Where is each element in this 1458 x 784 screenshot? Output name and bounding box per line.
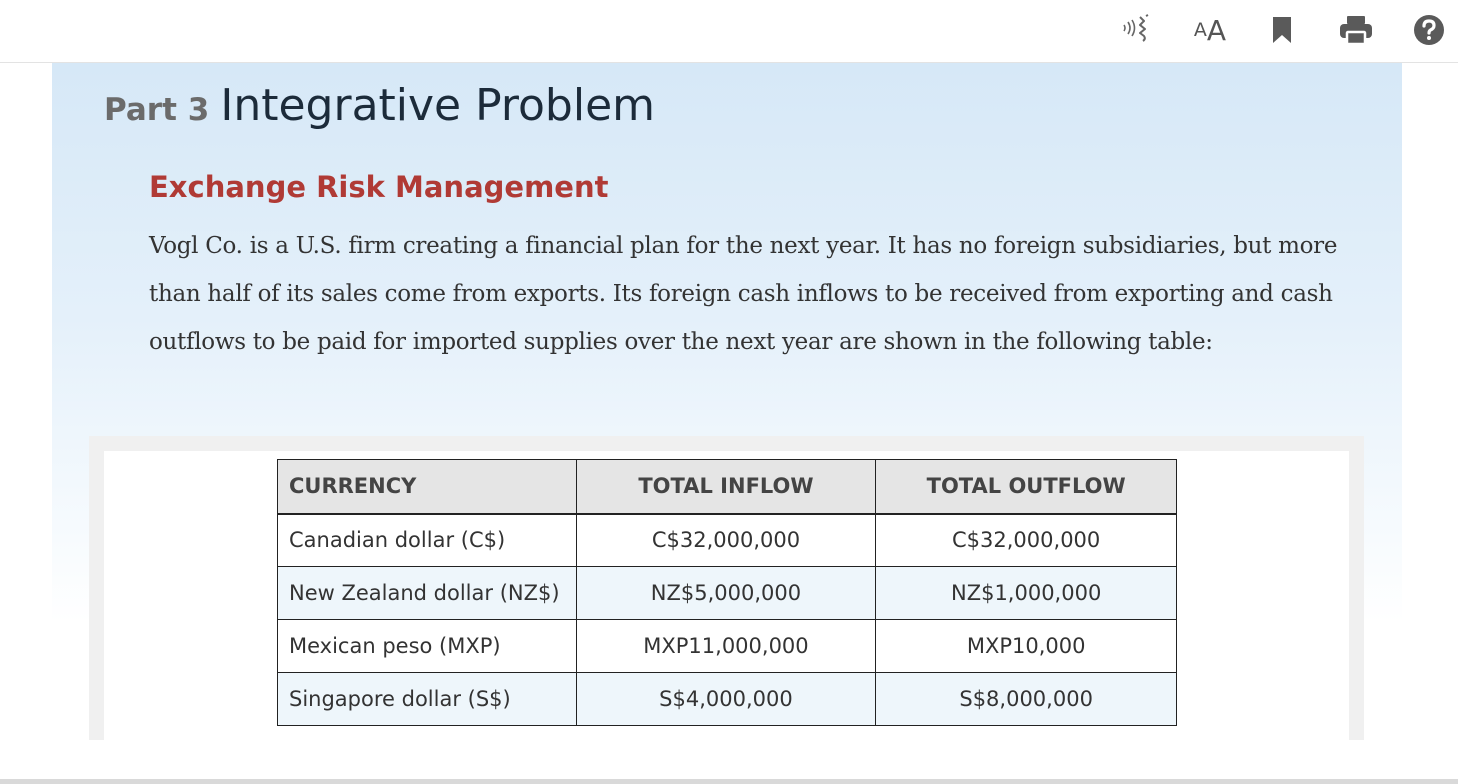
part-label: Part 3 xyxy=(104,92,210,128)
table-row xyxy=(278,567,1177,620)
inflow-cell: C$32,000,000 xyxy=(576,514,876,567)
bottom-scrollbar[interactable] xyxy=(0,779,1458,784)
table-row xyxy=(278,673,1177,726)
inflow-cell: NZ$5,000,000 xyxy=(576,567,876,620)
problem-paragraph: Vogl Co. is a U.S. firm creating a financial plan for the next year. It has no foreign subsidiaries, but more than half of its sales come from exports. Its foreign cash inflows to be received from exporting and cash outflows to be paid for imported supplies over the next year are shown in the following table: xyxy=(149,233,1338,355)
help-icon[interactable] xyxy=(1410,10,1448,50)
header-total-outflow: TOTAL OUTFLOW xyxy=(876,460,1177,514)
read-aloud-icon[interactable] xyxy=(1118,10,1156,50)
outflow-cell: S$8,000,000 xyxy=(876,673,1177,726)
inflow-cell: S$4,000,000 xyxy=(576,673,876,726)
part-heading: Integrative Problem xyxy=(220,80,656,131)
header-currency: CURRENCY xyxy=(278,460,577,514)
outflow-cell: C$32,000,000 xyxy=(876,514,1177,567)
page-title xyxy=(104,80,655,131)
currency-cell: New Zealand dollar (NZ$) xyxy=(278,567,577,620)
table-header-row xyxy=(278,460,1177,514)
inflow-cell: MXP11,000,000 xyxy=(576,620,876,673)
table-row xyxy=(278,514,1177,567)
outflow-cell: NZ$1,000,000 xyxy=(876,567,1177,620)
currency-cell: Singapore dollar (S$) xyxy=(278,673,577,726)
text-size-small-a: A xyxy=(1193,19,1207,41)
outflow-cell: MXP10,000 xyxy=(876,620,1177,673)
cash-flow-table xyxy=(277,459,1177,726)
bookmark-icon[interactable] xyxy=(1266,10,1298,50)
header-total-inflow: TOTAL INFLOW xyxy=(576,460,876,514)
text-size-icon[interactable] xyxy=(1188,10,1232,50)
currency-cell: Canadian dollar (C$) xyxy=(278,514,577,567)
print-icon[interactable] xyxy=(1336,10,1376,50)
toolbar xyxy=(0,0,1458,63)
table-row xyxy=(278,620,1177,673)
section-subtitle: Exchange Risk Management xyxy=(149,170,609,204)
text-size-big-a: A xyxy=(1206,13,1227,47)
currency-cell: Mexican peso (MXP) xyxy=(278,620,577,673)
